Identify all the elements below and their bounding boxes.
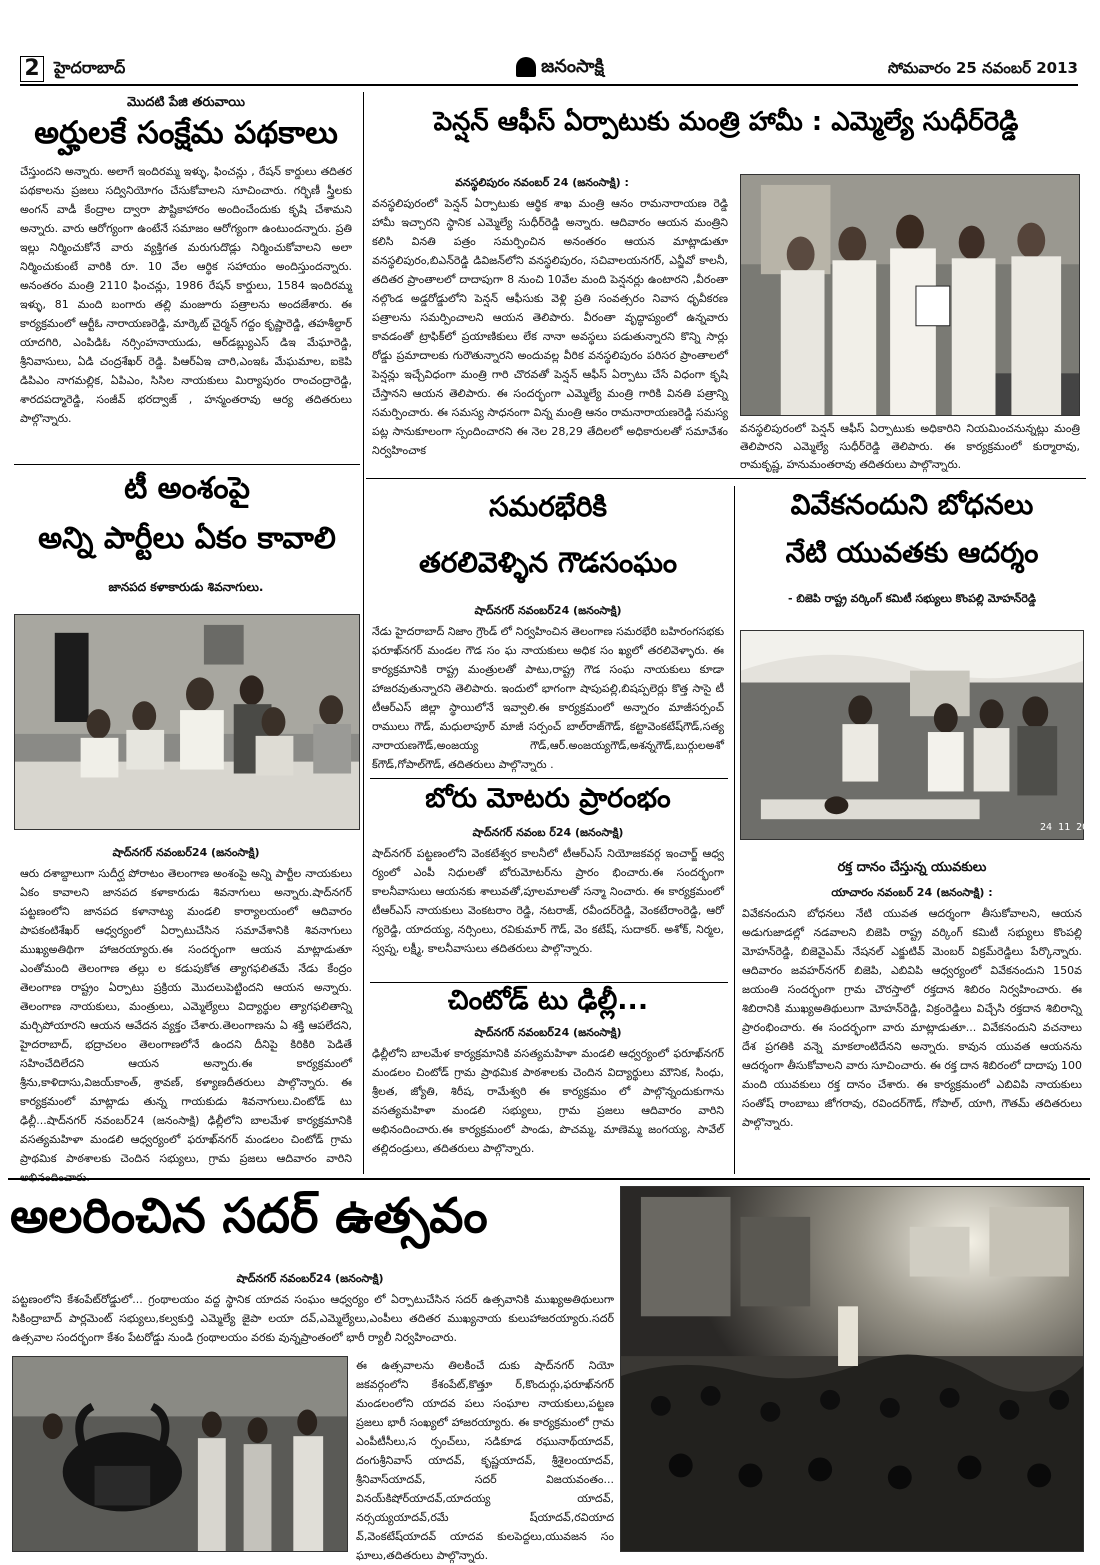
article8-body-top: పట్టణంలోని కేశంపేట్‌రోడ్డులో... గ్రంథాలయం వద్ద స్థానిక యాదవ సంఘం ఆధ్వర్యం లో ఏర్పాటుచేసిన సదర్ ఉత్సవానికి ముఖ్యఅతిథులుగా సికింద్రాబాద్ పార్లమెంట్ సభ్యులు,కల్వకుర్తి ఎమ్మెల్యే జైపా లయా దవ్,ఎమ్మెల్యేలు,ఎంపీలు తదితర ముఖ్యనాయ కులుహాజరయ్యారు.సదర్ ఉత్సవాల సందర్భంగా కేశం పేటరోడ్డు నుండి గ్రంథాలయం వరకు వున్నప్రాంతంలో భారీ ర్యాలీ నిర్వహించారు. — [12, 1293, 614, 1344]
masthead — [20, 52, 1078, 86]
article8-small-photo — [12, 1356, 348, 1552]
article7-headline-line1: వివేకనందుని బోధనలు — [790, 488, 1034, 521]
article7-photo — [740, 630, 1084, 840]
article7-photo-caption: రక్త దానం చేస్తున్న యువకులు — [837, 860, 987, 875]
article8-body-rest: ఈ ఉత్సవాలను తిలకించే దుకు షాద్‌నగర్ నియో జకవర్గంలోని కేశంపేట్,కొత్తూ ర్,కొందుర్గు,ఫరూఖ్‌నగర్ మండలంలోని యాదవ పలు సంఘాల నాయకులు,పట్టణ ప్రజలు భారీ సంఖ్యలో హాజరయ్యారు. ఈ కార్యక్రమంలో గ్రామ ఎంపీటీసీలు,స ర్పంచ్‌లు, సడికూడ రఘునాథ్‌యాదవ్, దంగుశ్రీనివాస్ యాదవ్, కృష్ణయాదవ్, శ్రీశైలంయాదవ్, శ్రీనివాస్‌యాదవ్, సదర్ విజయవంతం... వినయ్‌కిషోర్‌యాదవ్,యాదయ్య యాదవ్, నర్సయ్యయాదవ్,రమే ష్‌యాదవ్,రవియాద వ్,వెంకటేష్‌యాదవ్ యాదవ కులపెద్దలు,యువజన సం ఘాలు,తదితరులు పాల్గొన్నారు. — [356, 1359, 614, 1562]
article4-body: నేడు హైదరాబాద్ నిజాం గ్రౌండ్ లో నిర్వహించిన తెలంగాణ సమరభేరి బహిరంగసభకు ఫరూఖ్‌నగర్ మండల గౌడ సం ఘ నాయకులు అధిక సం ఖ్యలో తరలివెళ్ళారు. ఈ కార్యక్రమానికి రాష్ట్ర మంత్రులతో పాటు,రాష్ట్ర గౌడ సంఘ నాయకులు కూడా హాజరవుతున్నారని తెలిపారు. ఇందులో భాగంగా షాపుపల్లి,బిషప్పలెర్లు కొత్త సాసై టీ టీఆర్‌ఎస్ జిల్లా స్థాయిలోనే ఇవ్వాలి.ఈ కార్యక్రమంలో అన్నారం మాజీసర్పంచ్ రాములు గౌడ్, మధులాపూర్ మాజీ సర్పంచ్ బాల్‌రాజ్‌గౌడ్, కట్టావెంకటేష్‌గౌడ్,సత్య నారాయణగౌడ్,అంజయ్య గౌడ్,ఆర్.అంజయ్యగౌడ్,అశన్నగౌడ్,బుర్గులఅశో క్‌గౌడ్,గోపాల్‌గౌడ్, తదితరులు పాల్గొన్నారు . — [372, 625, 724, 771]
masthead-rule — [20, 84, 1078, 86]
divider — [14, 464, 360, 465]
article6-body: ఢిల్లీలోని బాలమేళ కార్యక్రమానికి వసత్యమహిళా మండలి ఆధ్వర్యంలో ఫరూఖ్‌నగర్ మండలం చింటోడ్ గ్రామ ప్రాథమిక పాఠశాలకు చెందిన విద్యార్థులు మౌనిక, సింధు, శ్రీలత, జ్యోతి, శిరీష, రామేశ్వరి ఈ కార్యక్రమం లో పాల్గొన్నందుకుగాను వసత్యమహిళా మండలి సభ్యులు, గ్రామ ప్రజలు ఆదివారం వారిని అభినందించారు.ఈ కార్యక్రమంలో పాండు, పొచమ్మ, మాణెమ్మ జంగయ్య, సావేల్ తల్లిదండ్రులు, తదితరులు పాల్గొన్నారు. — [372, 1047, 724, 1155]
article1-kicker: మొదటి పేజి తరువాయి — [127, 95, 245, 110]
article8-headline: అలరించిన సదర్ ఉత్సవం — [10, 1188, 488, 1244]
article5-dateline: షాద్‌నగర్ నవంబ ర్24 (జనంసాక్షి) — [472, 826, 624, 839]
article6-headline: చింటోడ్ టు ఢిల్లీ... — [447, 985, 649, 1016]
article2-headline: పెన్షన్ ఆఫీస్ ఏర్పాటుకు మంత్రి హామీ : ఎమ్మెల్యే సుధీర్‌రెడ్డి — [433, 107, 1019, 137]
article3-body: ఆరు దశాబ్దాలుగా సుదీర్ఘ పోరాటం తెలంగాణ అంశంపై అన్ని పార్టీల నాయకులు ఏకం కావాలని జానపద కళాకారుడు శివనాగులు అన్నారు.షాద్‌నగర్ పట్టణంలోని జానపద కళానాట్య మండలి కార్యాలయంలో ఆదివారం పాపకంటిశేఖర్ ఆధ్వర్యంలో ఏర్పాటుచేసిన సమావేశానికి శివనాగులు ముఖ్యఅతిథిగా హాజరయ్యారు.ఈ సందర్భంగా ఆయన మాట్లాడుతూ ఎంతోమంది తెలంగాణ తల్లు ల కడుపుకోత త్యాగఫలితమే నేడు కేంద్రం తెలంగాణ రాష్ట్రం ఏర్పాటు ప్రక్రియ మొదలుపెట్టిందని ఆయన అన్నారు. తెలంగాణ నాయకులు, మంత్రులు, ఎమ్మెల్యేలు విద్యార్థుల త్యాగఫలితాన్ని మర్చిపోయారని ఆయన ఆవేదన వ్యక్తం చేశారు.తెలంగాణను ఏ శక్తి ఆపలేదని, హైదరాబాద్, భద్రాచలం తెలంగాణలోనే ఉందని దీనిపై కిరికిరి పెడితే సహించేదిలేదని ఆయన అన్నారు.ఈ కార్యక్రమంలో శ్రీను,కాళిదాసు,విజయ్‌కాంత్, శ్రావణ్, కళ్యాణదీతరులు పాల్గొన్నారు. ఈ కార్యక్రమంలో మాట్లాడు తున్న గాయకుడు శివనాగులు.చింటోడ్ టు ఢిల్లీ...షాద్‌నగర్ నవంబర్24 (జనంసాక్షి) ఢిల్లీలోని బాలమేళ కార్యక్రమానికి వసత్యమహిళా మండలి ఆధ్వర్యంలో ఫరూఖ్‌నగర్ మండలం చింటోడ్ గ్రామ ప్రాథమిక పాఠశాలకు చెందిన సభ్యులు, గ్రామ ప్రజలు ఆదివారం వారిని — [20, 867, 352, 1165]
article7-dateline: యాచారం నవంబర్ 24 (జనంసాక్షి) : — [831, 886, 993, 899]
divider — [370, 778, 728, 779]
logo-emblem-icon — [516, 57, 536, 77]
article2-body: వనస్థలిపురంలో పెన్షన్ ఏర్పాటుకు ఆర్థిక శాఖ మంత్రి ఆనం రామనారాయణ రెడ్డి హామీ ఇచ్చారని స్థానిక ఎమ్మెల్యే సుధీర్‌రెడ్డి అన్నారు. ఆదివారం ఆయన మంత్రిని కలిసి వినతి పత్రం సమర్పించిన అనంతరం ఆయన మాట్లాడుతూ వనస్థలిపురం,బిఎన్‌రెడ్డి డివిజన్‌లోని వనస్థలిపురం, సచివాలయనగర్, ఎన్జీవో కాలనీ, తదితర ప్రాంతాలలో దాదాపుగా 8 నుంచి 10వేల మంది పెన్షనర్లు ఉంటారని ,వీరంతా నల్గొండ అడ్డరోడ్డులోని పెన్షన్ ఆఫీసుకు వెళ్లి ప్రతి సంవత్సరం నివాస ధృవీకరణ పత్రాలను సమర్పించాలని ఆయన తెలిపారు. వీరంతా వృద్ధాప్యంలో ఉన్నవారు కావడంతో ట్రాఫిక్‌లో ప్రయాణికులు లేక నానా అవస్థలు పడుతున్నారని కొన్ని సార్లు రోడ్డు ప్రమాదాలకు గురౌతున్నారని అందువల్ల వీరిక వనస్థలిపురం పరిసర ప్రాంతాలలో పెన్షన్లు ఇచ్చేవిధంగా మంత్రి గారి చొరవతో పెన్షన్ ఆఫీస్ ఏర్పాటు చేసే విధంగా కృషి చేస్తానని ఆయన తెలిపారు. ఈ సందర్భంగా ఎమ్మెల్యే మంత్రి గారికి వినతి పత్రాన్ని సమర్పించారు. ఈ సమస్య సాధనంగా విన్న మంత్రి ఆనం రామనారాయణరెడ్డి సమస్య పట్ల సానుకూలంగా స్పందించారని ఈ నెల 28,29 తేదిలలో అధికారులతో సమావేశం నిర్వహించాక — [372, 197, 728, 457]
article3-headline-line1: టీ అంశంపై — [124, 471, 250, 506]
article4-dateline: షాద్‌నగర్ నవంబర్24 (జనంసాక్షి) — [474, 604, 622, 617]
article8-dateline: షాద్‌నగర్ నవంబర్24 (జనంసాక్షి) — [236, 1272, 384, 1285]
article6-dateline: షాద్‌నగర్ నవంబర్24 (జనంసాక్షి) — [474, 1026, 622, 1039]
article5-headline: బోరు మోటరు ప్రారంభం — [425, 783, 671, 814]
divider — [366, 478, 1086, 479]
article8-large-photo — [620, 1186, 1084, 1552]
masthead-date: సోమవారం 25 నవంబర్ 2013 — [887, 59, 1078, 77]
article4-headline-line2: తరలివెళ్ళిన గౌడసంఘం — [418, 546, 678, 579]
article7-subhead: - బిజెపి రాష్ట్ర వర్కింగ్ కమిటీ సభ్యులు కొంపల్లి మోహన్‌రెడ్డి — [788, 592, 1036, 605]
article7-photo-date-stamp: 24 11 201 — [1040, 822, 1095, 833]
article3-subhead: జానపద కళాకారుడు శివనాగులు. — [108, 580, 264, 594]
article7-body: వివేకనందుని బోధనలు నేటి యువత ఆదర్శంగా తీసుకోవాలని, ఆయన అడుగుజాడల్లో నడవాలని బిజెపి రాష్ట్ర వర్కింగ్ కమిటీ సభ్యులు కొంపల్లి మోహన్‌రెడ్డి, బిజెవైఎమ్ నేషనల్ ఎక్జుటివ్ మెంబర్ విక్రమ్‌రెడ్డిలు పేర్కొన్నారు. ఆదివారం జవహర్‌నగర్ బిజెపి, ఎబివిపి ఆధ్వర్యంలో వివేకనందుని 150వ జయంతి సందర్భంగా గ్రామ చౌరస్తాలో రక్తదాన శిబిరం నిర్వహించారు. ఈ శిబిరానికి ముఖ్యఅతిథులుగా మోహన్‌రెడ్డి, విక్రంరెడ్డిలు విచ్చేసి రక్తదాన శిబిరాన్ని ప్రారంభించారు. ఈ సందర్భంగా వారు మాట్లాడుతూ... వివేకనందుని వచనాలు దేశ ప్రగతికి వన్నె మాకలాంటిదేనని అన్నారు. కావున యువత ఆయనను ఆదర్శంగా తీసుకోవాలని వారు సూచించారు. ఈ రక్త దాన శిబిరంలో దాదాపు 100 మంది యువకులు రక్త దానం చేశారు. ఈ కార్యక్రమంలో ఎబివిపి నాయకులు సంతోష్ రాంబాబు జోగరావు, రవిందర్‌గౌడ్, గోపాల్, యాగి, గౌతమ్ తదితరులు పాల్గొన్నారు. — [742, 907, 1082, 1129]
page-number-box — [20, 56, 44, 82]
column-divider — [363, 92, 364, 1174]
article3-photo — [14, 614, 360, 830]
column-divider — [734, 486, 735, 1174]
article3-headline-line2: అన్ని పార్టీలు ఏకం కావాలి — [38, 521, 336, 556]
divider — [370, 982, 728, 983]
article3-dateline: షాద్‌నగర్ నవంబర్24 (జనంసాక్షి) — [112, 846, 260, 859]
article7-headline-line2: నేటి యువతకు ఆదర్శం — [785, 536, 1039, 569]
article1-headline: అర్హులకే సంక్షేమ పథకాలు — [34, 115, 338, 151]
page-number: 2 — [24, 56, 40, 81]
logo-text: జనంసాక్షి — [541, 56, 604, 77]
masthead-city: హైదరాబాద్ — [54, 58, 126, 77]
divider — [8, 1178, 1090, 1180]
newspaper-logo — [490, 52, 630, 84]
article2-photo — [740, 174, 1080, 416]
article1-body: చేస్తుందని అన్నారు. అలాగే ఇందిరమ్మ ఇళ్ళు, ఫించన్లు , రేషన్ కార్డులు తదితర పథకాలను ప్రజలు సద్వినియోగం చేసుకోవాలని సూచించారు. గర్భిణీ స్త్రీలకు అంగన్ వాడీ కేంద్రాల ద్వారా పౌష్టికాహారం అందించేందుకు కృషి చేశామని అన్నారు. వారు ఆరోగ్యంగా ఉంటేనే సమాజం ఆరోగ్యంగా ఉంటుందన్నారు. ప్రతి ఇల్లు నిర్మించుకోనే వారు వ్యక్తిగత మరుగుదొడ్లు నిర్మించుకోవాలని అలా నిర్మించుకుంటే వారికి రూ. 10 వేల ఆర్థిక సహాయం అందిస్తుందన్నారు. అనంతరం మంత్రి 2110 ఫించన్లు, 1986 రేషన్ కార్డులు, 1584 ఇందిరమ్మ ఇళ్ళు, 81 మంది బంగారు తల్లి మంజూరు పత్రాలను అందజేశారు. ఈ కార్యక్రమంలో ఆర్టీఓ నారాయణరెడ్డి, మార్కెట్ చైర్మన్ గద్దం కృష్ణారెడ్డి, తహశీల్దార్ యాదగిరి, ఎంపిడిఓ నర్సింహనాయుడు, ఆర్‌డబ్ల్యుఎస్ డిఇ మేఘారెడ్డి, శ్రీనివాసులు, ఏడి చంద్రశేఖర్ రెడ్డి. పిఆర్‌ఏఇ చారి,ఎంఇఓ మేఘమాల, ఐకెపి డిపిఎం నాగమల్లిక, ఏపిఎం, సిసిల నాయకులు మిర్యాపురం రాంచంద్రారెడ్డి, శారదపద్మారెడ్డి, సంజీవ్ భరద్వాజ్ , హన్మంతరావు ఆర్య తదితరులు పాల్గొన్నారు. — [20, 165, 352, 425]
article2-dateline: వనస్థలిపురం నవంబర్ 24 (జనంసాక్షి) : — [455, 176, 629, 189]
article5-body: షాద్‌నగర్ పట్టణంలోని వెంకటేశ్వర కాలనీలో టీఆర్‌ఎస్ నియోజకవర్గ ఇంచార్జ్ ఆధ్వ ర్యంలో ఎంపీ నిధులతో బోరుమోటర్‌ను ప్రారం భించారు.ఈ సందర్భంగా కాలనీవాసులు ఆయనకు శాలువతో,పూలమాలతో సన్మా నించారు. ఈ కార్యక్రమంలో టీఆర్‌ఎస్ నాయకులు వెంకటరాం రెడ్డి, నటరాజ్, రవీందర్‌రెడ్డి, వెంకటేరాంరెడ్డి, ఆరో గ్యరెడ్డి, యాదయ్య, నర్సింలు, రవికుమార్ గౌడ్, వెం కటేష్, సుదాకర్. అశోక్, నిర్మల, స్వప్న, లక్ష్మీ, కాలనీవాసులు తదితరులు పాల్గొన్నారు. — [372, 847, 724, 955]
article4-headline-line1: సమరభేరికి — [488, 490, 608, 523]
article2-photo-caption: వనస్థలిపురంలో పెన్షన్ ఆఫీస్ ఏర్పాటుకు అధికారిని నియమించనున్నట్లు మంత్రి తెలిపారని ఎమ్మెల్యే సుధీర్‌రెడ్డి తెలిపారు. ఈ కార్యక్రమంలో కుర్మారావు, రామకృష్ణ, హనుమంతరావు తదితరులు పాల్గొన్నారు. — [740, 422, 1080, 471]
